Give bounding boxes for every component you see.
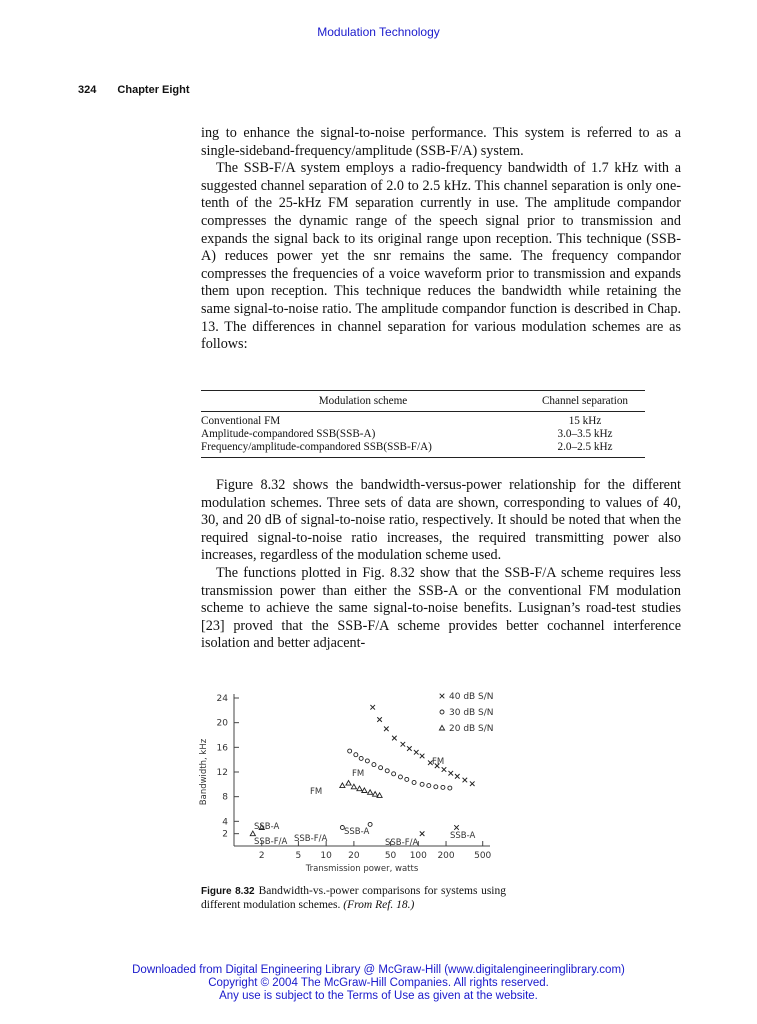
data-point xyxy=(434,785,438,789)
legend-label: 20 dB S/N xyxy=(449,724,494,734)
table-row xyxy=(201,441,645,458)
data-point xyxy=(448,771,453,776)
table-cell: 15 kHz xyxy=(568,415,602,427)
table-header-cell: Modulation scheme xyxy=(201,391,525,412)
data-point xyxy=(346,781,351,786)
legend-marker xyxy=(439,725,444,730)
table-header-row xyxy=(201,391,645,412)
figure-caption xyxy=(201,885,506,912)
footer-download-link[interactable]: Downloaded from Digital Engineering Library @ McGraw-Hill (www.digitalengineeringlibrary.com) xyxy=(132,964,625,976)
data-point xyxy=(368,822,372,826)
running-head xyxy=(78,84,190,96)
x-axis-label: Transmission power, watts xyxy=(305,864,419,874)
data-point xyxy=(398,775,402,779)
chart-annotation: FM xyxy=(432,757,445,767)
data-point xyxy=(373,792,378,797)
chart-annotation: SSB-F/A xyxy=(254,837,288,847)
paragraph-continued: ing to enhance the signal-to-noise performance. This system is referred to as a single-sideband-frequency/amplitude (SSB-F/A) system. xyxy=(201,125,681,159)
y-tick-label: 12 xyxy=(216,768,228,778)
data-point xyxy=(392,772,396,776)
data-point xyxy=(370,705,375,710)
data-point xyxy=(454,825,459,830)
figure-caption-text: Bandwidth-vs.-power comparisons for systems using different modulation schemes. xyxy=(201,885,506,911)
data-point xyxy=(420,831,425,836)
footer-copyright: Copyright © 2004 The McGraw-Hill Companies. All rights reserved. xyxy=(208,977,549,989)
paragraph-ssb-fa: The SSB-F/A system employs a radio-frequency bandwidth of 1.7 kHz with a suggested channel separation of 2.0 to 2.5 kHz. This channel separation is only one-tenth of the 25-kHz FM separation currently in use. The amplitude compandor compresses the dynamic range of the speech signal prior to transmission and expands the signal back to its original range upon reception. This technique (SSB-A) reduces power yet the snr remains the same. The frequency compandor compresses the frequencies of a voice waveform prior to transmission and expands them upon reception. This technique reduces the bandwidth while retaining the same signal-to-noise ratio. The amplitude compandor function is described in Chap. 13. The differences in channel separation for various modulation schemes are as follows: xyxy=(201,160,681,353)
data-point xyxy=(379,766,383,770)
y-tick-label: 16 xyxy=(216,743,228,754)
figure-source: (From Ref. 18.) xyxy=(343,898,415,911)
chart-annotation: FM xyxy=(352,769,365,779)
y-tick-label: 20 xyxy=(216,718,228,729)
data-point xyxy=(441,785,445,789)
data-point xyxy=(377,793,382,798)
chart-annotation: SSB-A xyxy=(344,827,370,837)
chart-annotation: SSB-A xyxy=(450,831,476,841)
data-point xyxy=(392,736,397,741)
legend-label: 40 dB S/N xyxy=(449,692,494,702)
legend-marker xyxy=(440,694,445,699)
y-tick-label: 24 xyxy=(216,694,228,704)
table-header-cell: Channel separation xyxy=(525,391,645,412)
y-tick-label: 4 xyxy=(222,817,228,828)
data-point xyxy=(463,778,468,783)
data-point xyxy=(427,784,431,788)
chart-annotation: SSB-F/A xyxy=(294,834,328,844)
chapter-title: Chapter Eight xyxy=(117,84,190,96)
data-point xyxy=(401,742,406,747)
data-point xyxy=(351,784,356,789)
chart-annotation: SSB-A xyxy=(254,822,280,832)
footer-terms[interactable]: Any use is subject to the Terms of Use as given at the website. xyxy=(219,990,538,1002)
data-point xyxy=(368,790,373,795)
channel-separation-table xyxy=(201,390,645,458)
y-tick-label: 2 xyxy=(222,829,228,840)
table-cell: Conventional FM xyxy=(201,415,281,427)
x-tick-label: 5 xyxy=(295,851,302,861)
table-row xyxy=(201,412,645,429)
legend-marker xyxy=(440,710,444,714)
body-text-top xyxy=(201,125,681,354)
data-point xyxy=(372,763,376,767)
figure-label: Figure 8.32 xyxy=(201,886,255,897)
x-tick-label: 200 xyxy=(437,851,455,861)
chart-annotation: FM xyxy=(310,787,323,797)
data-point xyxy=(348,749,352,753)
page-header-title: Modulation Technology xyxy=(317,25,440,39)
table-cell: 3.0–3.5 kHz xyxy=(557,428,613,440)
bandwidth-power-chart xyxy=(190,686,510,882)
data-point xyxy=(362,788,367,793)
data-point xyxy=(470,781,475,786)
table-row xyxy=(201,428,645,441)
x-tick-label: 20 xyxy=(348,851,360,861)
data-point xyxy=(420,754,425,759)
data-point xyxy=(448,786,452,790)
data-point xyxy=(354,753,358,757)
data-point xyxy=(357,786,362,791)
paragraph-figure-description: Figure 8.32 shows the bandwidth-versus-power relationship for the different modulation schemes. Three sets of data are shown, corresponding to values of 40, 30, and 20 dB of signal-to-noise ratio, respectively. It should be noted that when the required signal-to-noise ratio increases, the required transmitting power also increases, regardless of the modulation scheme used. xyxy=(201,477,681,564)
paragraph-functions: The functions plotted in Fig. 8.32 show that the SSB-F/A scheme requires less transmission power than either the SSB-A or the conventional FM modulation scheme to achieve the same signal-to-noise benefits. Lusignan’s road-test studies [23] proved that the SSB-F/A scheme provides better cochannel interference isolation and better adjacent- xyxy=(201,564,681,652)
data-point xyxy=(420,782,424,786)
body-text-bottom xyxy=(201,477,681,653)
data-point xyxy=(377,717,382,722)
table-cell: 2.0–2.5 kHz xyxy=(525,441,645,458)
data-point xyxy=(405,777,409,781)
x-tick-label: 2 xyxy=(258,851,265,861)
download-footer xyxy=(0,964,757,1003)
data-point xyxy=(359,756,363,760)
data-point xyxy=(412,780,416,784)
table-cell: Amplitude-compandored SSB(SSB-A) xyxy=(201,428,376,440)
x-tick-label: 10 xyxy=(320,851,332,861)
x-tick-label: 50 xyxy=(384,851,397,861)
y-axis-label: Bandwidth, kHz xyxy=(199,738,209,806)
data-point xyxy=(384,727,389,732)
x-tick-label: 100 xyxy=(409,851,427,861)
table-cell: Frequency/amplitude-compandored SSB(SSB-F/A) xyxy=(201,441,525,458)
page-number: 324 xyxy=(78,84,97,96)
data-point xyxy=(407,746,412,751)
x-tick-label: 500 xyxy=(474,851,492,861)
data-point xyxy=(365,759,369,763)
chart-annotation: SSB-F/A xyxy=(385,838,419,848)
y-tick-label: 8 xyxy=(222,792,228,803)
data-point xyxy=(385,769,389,773)
data-point xyxy=(455,774,460,779)
data-point xyxy=(340,783,345,788)
legend-label: 30 dB S/N xyxy=(449,708,494,718)
data-point xyxy=(442,767,447,772)
data-point xyxy=(414,750,419,755)
